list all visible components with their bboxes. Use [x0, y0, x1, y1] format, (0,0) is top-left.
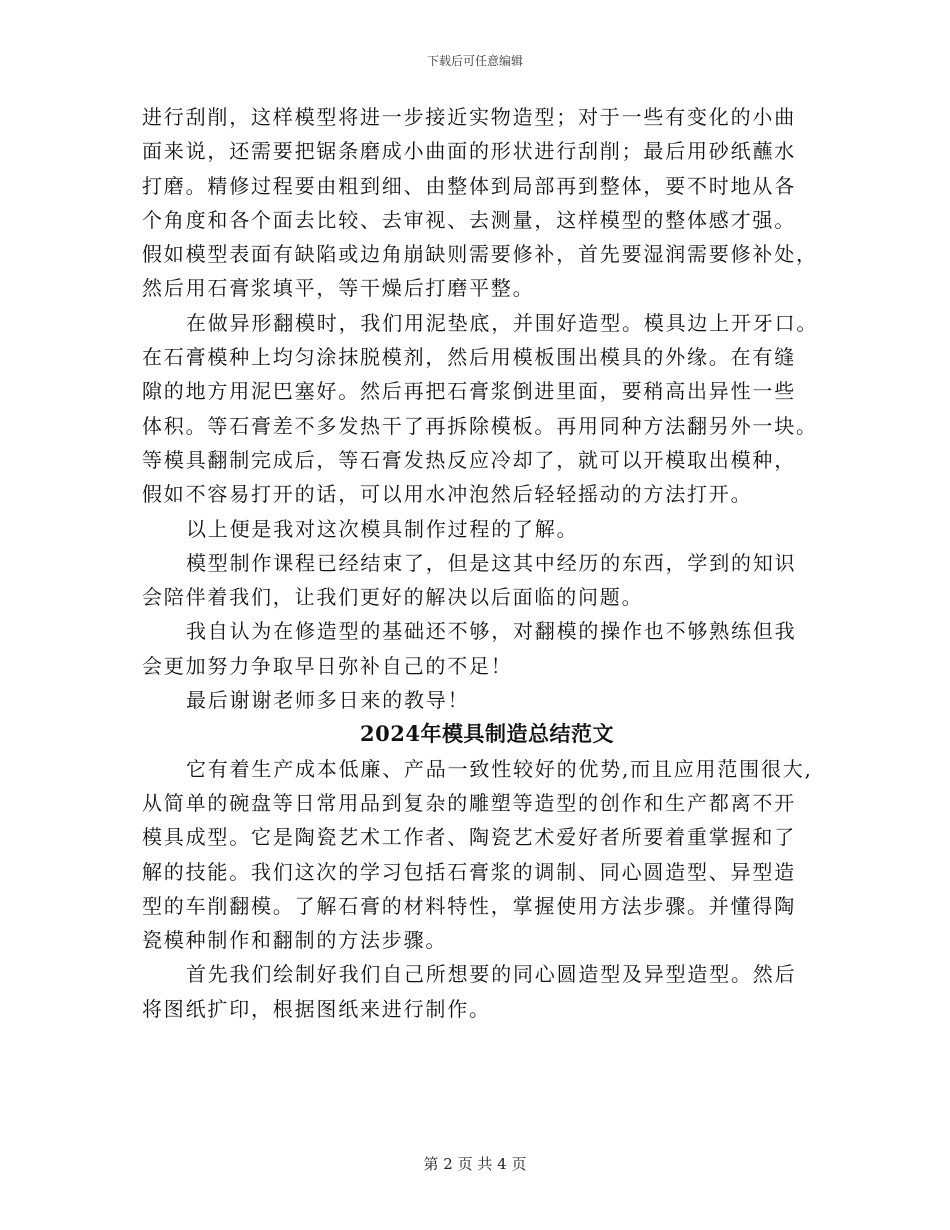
- text-line: 体积。等石膏差不多发热干了再拆除模板。再用同种方法翻另外一块。: [142, 413, 818, 438]
- paragraph-thanks: [142, 683, 822, 717]
- text-line: 进行刮削，这样模型将进一步接近实物造型；对于一些有变化的小曲: [142, 105, 796, 129]
- paragraph-intro: [142, 752, 822, 958]
- text-line: 模具成型。它是陶瓷艺术工作者、陶瓷艺术爱好者所要着重掌握和了: [142, 825, 796, 850]
- paragraph-self-assessment: [142, 614, 822, 683]
- text-line: 在做异形翻模时，我们用泥垫底，并围好造型。模具边上开牙口。: [186, 310, 819, 335]
- text-line: 假如不容易打开的话，可以用水冲泡然后轻轻摇动的方法打开。: [142, 482, 753, 507]
- text-line: 瓷模种制作和翻制的方法步骤。: [142, 928, 448, 953]
- text-line: 它有着生产成本低廉、产品一致性较好的优势,而且应用范围很大,: [186, 756, 813, 781]
- text-line: 模型制作课程已经结束了，但是这其中经历的东西，学到的知识: [186, 550, 797, 575]
- paragraph-summary: [142, 512, 822, 546]
- text-line: 解的技能。我们这次的学习包括石膏浆的调制、同心圆造型、异型造: [142, 859, 796, 884]
- text-line: 将图纸扩印，根据图纸来进行制作。: [142, 996, 491, 1021]
- paragraph-modeling-refinement: [142, 100, 822, 306]
- text-line: 我自认为在修造型的基础还不够，对翻模的操作也不够熟练但我: [186, 619, 797, 644]
- text-line: 最后谢谢老师多日来的教导！: [186, 688, 470, 713]
- text-line: 面来说，还需要把锯条磨成小曲面的形状进行刮削；最后用砂纸蘸水: [142, 139, 796, 164]
- text-line: 会更加努力争取早日弥补自己的不足！: [142, 653, 513, 678]
- paragraph-irregular-mold: [142, 306, 822, 512]
- paragraph-first-step: [142, 957, 822, 1026]
- document-body: [142, 100, 822, 1026]
- text-line: 以上便是我对这次模具制作过程的了解。: [186, 516, 579, 541]
- text-line: 会陪伴着我们，让我们更好的解决以后面临的问题。: [142, 585, 644, 610]
- text-line: 个角度和各个面去比较、去审视、去测量，这样模型的整体感才强。: [142, 207, 796, 232]
- page-number: 第 2 页 共 4 页: [423, 1155, 527, 1173]
- page-header: 下载后可任意编辑: [426, 54, 523, 68]
- text-line: 打磨。精修过程要由粗到细、由整体到局部再到整体，要不时地从各: [142, 173, 796, 198]
- text-line: 首先我们绘制好我们自己所想要的同心圆造型及异型造型。然后: [186, 962, 797, 987]
- text-line: 从简单的碗盘等日常用品到复杂的雕塑等造型的创作和生产都离不开: [142, 790, 796, 815]
- text-line: 隙的地方用泥巴塞好。然后再把石膏浆倒进里面，要稍高出异性一些: [142, 379, 796, 404]
- text-line: 等模具翻制完成后，等石膏发热反应冷却了，就可以开模取出模种，: [142, 447, 796, 472]
- text-line: 然后用石膏浆填平，等干燥后打磨平整。: [142, 276, 535, 301]
- text-line: 型的车削翻模。了解石膏的材料特性，掌握使用方法步骤。并懂得陶: [142, 893, 796, 918]
- paragraph-course-end: [142, 546, 822, 615]
- section-title: 2024年模具制造总结范文: [360, 721, 614, 747]
- text-line: 假如模型表面有缺陷或边角崩缺则需要修补，首先要湿润需要修补处，: [142, 242, 818, 267]
- text-line: 在石膏模种上均匀涂抹脱模剂，然后用模板围出模具的外缘。在有缝: [142, 345, 796, 370]
